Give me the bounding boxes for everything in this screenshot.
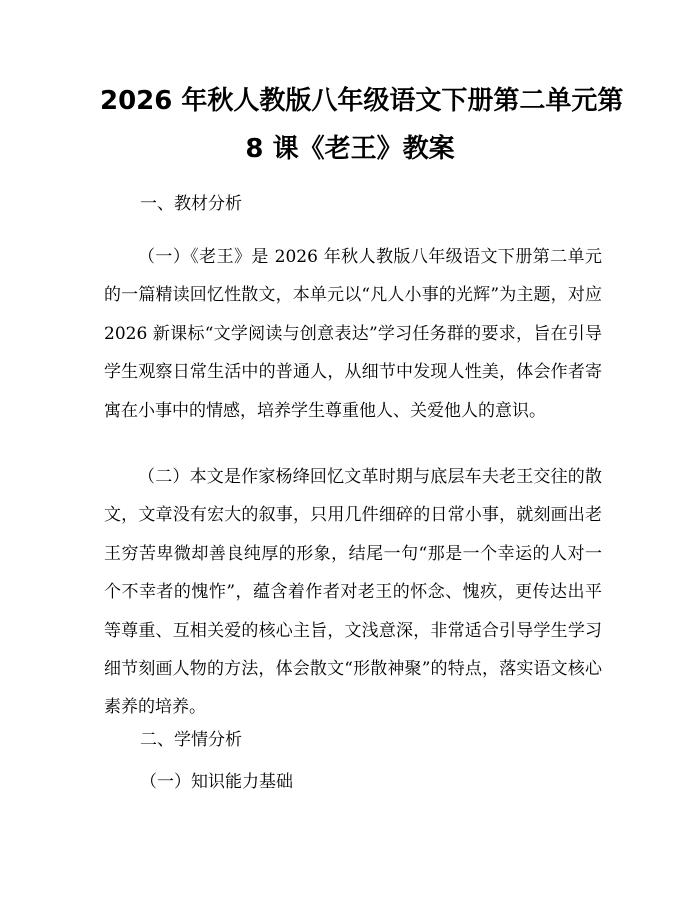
subheading-knowledge-ability-basis: （一）知识能力基础 [140, 772, 293, 792]
paragraph-textbook-analysis-2: （二）本文是作家杨绛回忆文革时期与底层车夫老王交往的散文，文章没有宏大的叙事，只用几件细碎的日常小事，就刻画出老王穷苦卑微却善良纯厚的形象，结尾一句“那是一个幸运的人对一个不幸者的愧怍”，蕴含着作者对老王的怀念、愧疚，更传达出平等尊重、互相关爱的核心主旨，文浅意深，非常适合引导学生学习细节刻画人物的方法，体会散文“形散神聚”的特点，落实语文核心素养的培养。 [104, 467, 602, 718]
paragraph-textbook-analysis-1: （一）《老王》是 2026 年秋人教版八年级语文下册第二单元的一篇精读回忆性散文，本单元以“凡人小事的光辉”为主题，对应 2026 新课标“文学阅读与创意表达”学习任务群的要求，旨在引导学生观察日常生活中的普通人，从细节中发现人性美，体会作者寄寓在小事中的情感，培养学生尊重他人、关爱他人的意识。 [104, 247, 602, 421]
document-title-line-1: 2026 年秋人教版八年级语文下册第二单元第 [100, 86, 624, 116]
section-heading-textbook-analysis: 一、教材分析 [140, 194, 242, 214]
document-title-line-2: 8 课《老王》教案 [245, 134, 455, 164]
section-heading-learner-analysis: 二、学情分析 [140, 730, 242, 750]
